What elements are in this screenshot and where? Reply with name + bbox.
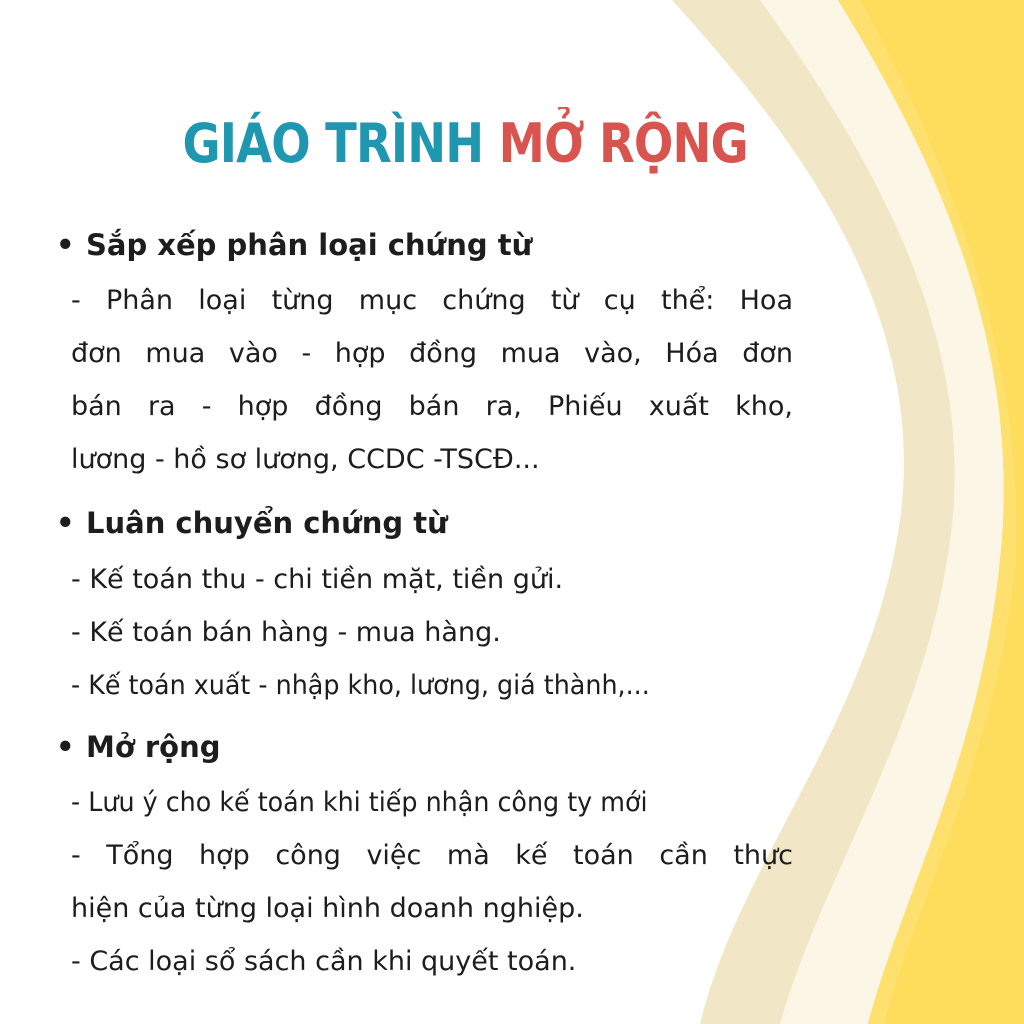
list-item: - Lưu ý cho kế toán khi tiếp nhận công ty mới	[71, 787, 648, 818]
bullet-icon: •	[56, 730, 75, 764]
list-item: - Kế toán xuất - nhập kho, lương, giá thành,...	[71, 670, 650, 701]
section-heading	[56, 228, 532, 262]
title-part-accent: MỞ RỘNG	[498, 112, 748, 175]
section-heading-text: Luân chuyển chứng từ	[86, 506, 448, 540]
bullet-icon: •	[56, 506, 75, 540]
list-item: - Các loại sổ sách cần khi quyết toán.	[71, 946, 577, 977]
bullet-icon: •	[56, 228, 75, 262]
list-item: hiện của từng loại hình doanh nghiệp.	[71, 893, 584, 924]
section-heading	[56, 506, 448, 540]
list-item: bán ra - hợp đồng bán ra, Phiếu xuất kho,	[71, 391, 793, 422]
title-part-primary: GIÁO TRÌNH	[182, 112, 484, 175]
list-item: đơn mua vào - hợp đồng mua vào, Hóa đơn	[71, 338, 793, 369]
list-item: - Phân loại từng mục chứng từ cụ thể: Hoa	[71, 285, 793, 316]
page-title	[65, 112, 865, 175]
list-item: lương - hồ sơ lương, CCDC -TSCĐ...	[71, 444, 540, 475]
list-item: - Tổng hợp công việc mà kế toán cần thực	[71, 840, 793, 871]
list-item: - Kế toán bán hàng - mua hàng.	[71, 617, 501, 648]
list-item: - Kế toán thu - chi tiền mặt, tiền gửi.	[71, 564, 564, 595]
section-heading	[56, 730, 221, 764]
section-heading-text: Sắp xếp phân loại chứng từ	[86, 228, 533, 262]
section-heading-text: Mở rộng	[86, 730, 221, 764]
